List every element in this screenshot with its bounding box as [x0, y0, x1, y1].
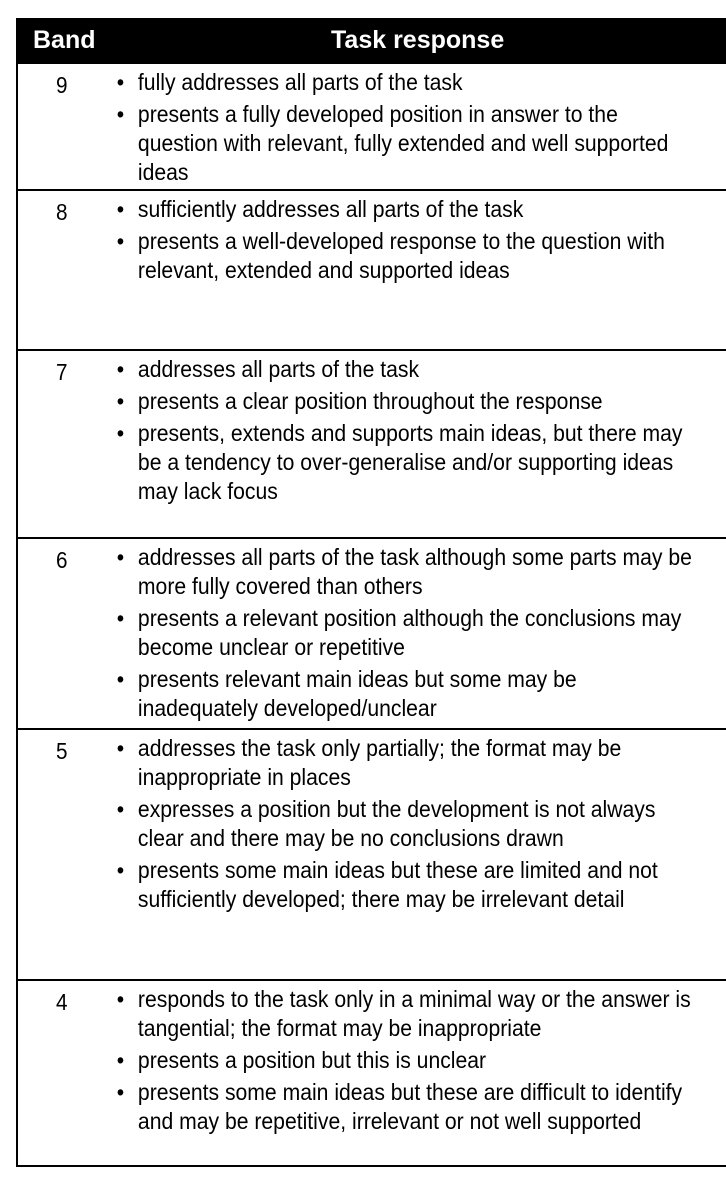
descriptor-item: [114, 795, 726, 853]
band-number: 4: [56, 989, 68, 1015]
descriptor-item: [114, 985, 726, 1043]
descriptor-item: [114, 543, 726, 601]
descriptor-item: [114, 665, 726, 723]
descriptor-line: clear and there may be no conclusions drawn: [137, 825, 564, 851]
descriptor-item: [114, 1078, 726, 1136]
descriptor-list: [114, 985, 726, 1139]
descriptor-line: presents a position but this is unclear: [137, 1047, 487, 1073]
descriptor-line: fully addresses all parts of the task: [137, 69, 463, 95]
descriptor-line: and may be repetitive, irrelevant or not well supported: [137, 1108, 642, 1134]
descriptor-line: presents relevant main ideas but some may be: [137, 666, 577, 692]
band-column-header: Band: [33, 26, 96, 54]
descriptor-item: [114, 387, 726, 416]
band-number: 6: [56, 547, 68, 573]
descriptor-list: [114, 543, 726, 726]
descriptor-line: presents some main ideas but these are limited and not: [137, 857, 658, 883]
descriptor-item: [114, 355, 726, 384]
descriptor-item: [114, 604, 726, 662]
descriptor-line: presents, extends and supports main ideas, but there may: [137, 420, 683, 446]
descriptor-item: [114, 419, 726, 506]
descriptor-item: [114, 227, 726, 285]
table-body: [18, 64, 726, 1167]
descriptor-line: responds to the task only in a minimal way or the answer is: [137, 986, 691, 1012]
descriptor-item: [114, 1046, 726, 1075]
table-row: [18, 981, 726, 1167]
descriptor-line: sufficiently developed; there may be irrelevant detail: [137, 886, 625, 912]
table-row: [18, 191, 726, 351]
descriptor-line: more fully covered than others: [137, 573, 423, 599]
descriptor-line: inappropriate in places: [137, 764, 351, 790]
descriptor-list: [114, 68, 726, 190]
descriptor-line: presents a clear position throughout the response: [137, 388, 603, 414]
table-header: [18, 18, 726, 64]
band-number: 5: [56, 738, 68, 764]
descriptor-item: [114, 195, 726, 224]
table-row: [18, 539, 726, 730]
descriptor-line: addresses all parts of the task although some parts may be: [137, 544, 692, 570]
descriptor-list: [114, 355, 726, 509]
descriptor-line: become unclear or repetitive: [137, 634, 405, 660]
descriptor-line: ideas: [137, 159, 189, 185]
band-number: 9: [56, 72, 68, 98]
table-row: [18, 730, 726, 981]
descriptor-line: may lack focus: [137, 478, 278, 504]
descriptor-line: be a tendency to over-generalise and/or supporting ideas: [137, 449, 674, 475]
descriptor-line: addresses all parts of the task: [137, 356, 420, 382]
descriptor-list: [114, 195, 726, 288]
task-response-column-header: Task response: [331, 26, 505, 54]
descriptor-item: [114, 734, 726, 792]
band-number: 7: [56, 359, 68, 385]
descriptor-line: tangential; the format may be inappropriate: [137, 1015, 542, 1041]
table-row: [18, 351, 726, 539]
descriptor-item: [114, 856, 726, 914]
descriptor-line: addresses the task only partially; the format may be: [137, 735, 622, 761]
band-number: 8: [56, 199, 68, 225]
descriptor-line: presents a fully developed position in answer to the: [137, 101, 618, 127]
descriptor-item: [114, 100, 726, 187]
descriptor-line: presents some main ideas but these are difficult to identify: [137, 1079, 683, 1105]
descriptor-item: [114, 68, 726, 97]
descriptor-line: presents a well-developed response to the question with: [137, 228, 665, 254]
descriptor-line: presents a relevant position although the conclusions may: [137, 605, 682, 631]
band-descriptor-table: [16, 18, 726, 1167]
descriptor-line: question with relevant, fully extended and well supported: [137, 130, 669, 156]
descriptor-line: inadequately developed/unclear: [137, 695, 437, 721]
descriptor-line: relevant, extended and supported ideas: [137, 257, 510, 283]
descriptor-list: [114, 734, 726, 917]
descriptor-line: expresses a position but the development is not always: [137, 796, 656, 822]
descriptor-line: sufficiently addresses all parts of the task: [137, 196, 524, 222]
table-row: [18, 64, 726, 191]
